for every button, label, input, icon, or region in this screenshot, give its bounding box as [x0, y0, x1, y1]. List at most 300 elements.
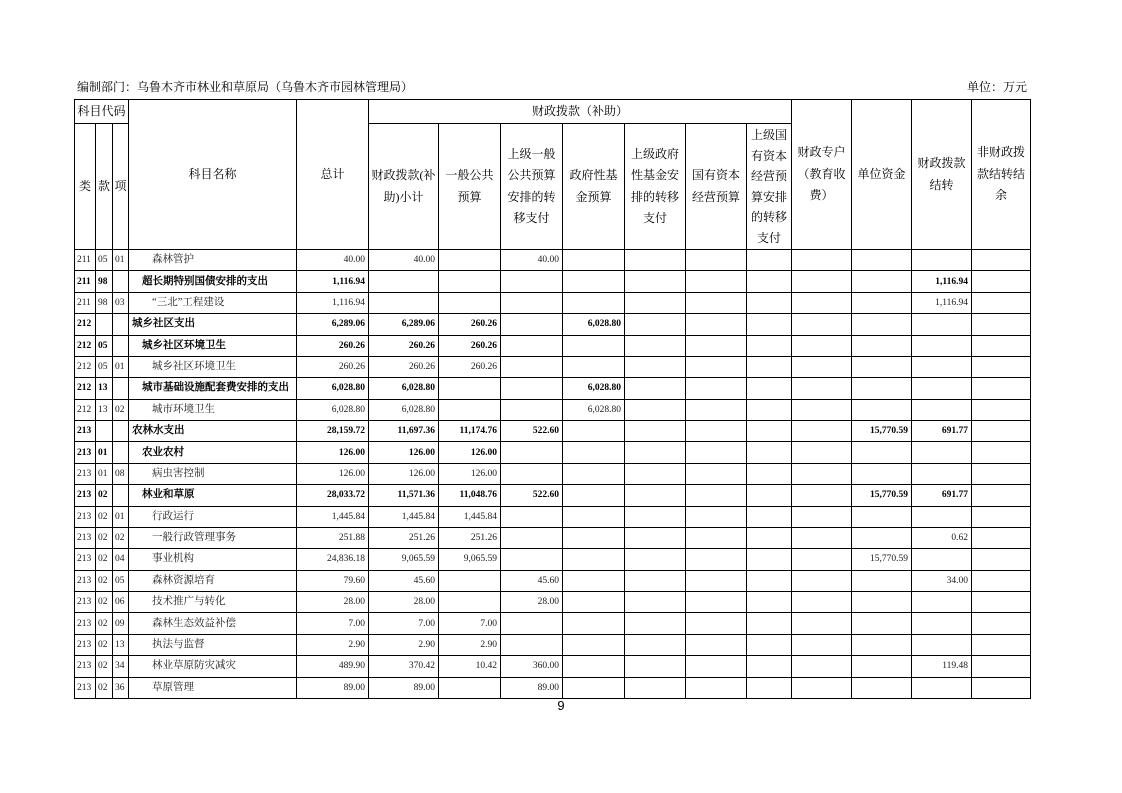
total-cell: 2.90: [297, 634, 369, 655]
general-public-budget-cell: 10.42: [439, 656, 501, 677]
fiscal-carryover-cell: [912, 442, 972, 463]
code-xiang-cell: 01: [113, 506, 129, 527]
superior-government-fund-transfer-cell: [625, 485, 686, 506]
table-row: [75, 399, 1031, 420]
superior-state-capital-transfer-cell: [747, 250, 792, 271]
government-fund-budget-cell: [563, 570, 625, 591]
special-account-cell: [792, 613, 852, 634]
table-row: [75, 485, 1031, 506]
code-kuan-cell: 02: [96, 527, 113, 548]
nonfiscal-carryover-cell: [972, 292, 1031, 313]
code-xiang-cell: 01: [113, 250, 129, 271]
superior-general-budget-transfer-cell: 40.00: [501, 250, 563, 271]
superior-general-budget-transfer-cell: [501, 335, 563, 356]
code-xiang-cell: [113, 421, 129, 442]
fiscal-subtotal-cell: 260.26: [369, 335, 439, 356]
government-fund-budget-cell: [563, 656, 625, 677]
unit-funds-cell: [852, 463, 912, 484]
code-kuan-cell: 13: [96, 399, 113, 420]
subject-name-cell: 林业和草原: [129, 485, 297, 506]
code-xiang-cell: [113, 271, 129, 292]
state-capital-budget-cell: [686, 592, 747, 613]
superior-government-fund-transfer-cell: [625, 356, 686, 377]
subject-name-cell: 森林资源培育: [129, 570, 297, 591]
code-xiang-cell: 01: [113, 356, 129, 377]
superior-general-budget-transfer-cell: 89.00: [501, 677, 563, 698]
total-cell: 6,289.06: [297, 314, 369, 335]
table-header: [75, 100, 1031, 250]
general-public-budget-cell: [439, 250, 501, 271]
special-account-cell: [792, 506, 852, 527]
total-cell: 251.88: [297, 527, 369, 548]
superior-general-budget-transfer-cell: [501, 506, 563, 527]
superior-general-budget-transfer-cell: 522.60: [501, 485, 563, 506]
superior-government-fund-transfer-cell: [625, 613, 686, 634]
special-account-cell: [792, 677, 852, 698]
state-capital-budget-cell: [686, 271, 747, 292]
code-lei-cell: 213: [75, 442, 96, 463]
code-lei-cell: 211: [75, 250, 96, 271]
government-fund-budget-cell: [563, 271, 625, 292]
superior-general-budget-transfer-cell: [501, 442, 563, 463]
code-kuan-cell: 02: [96, 613, 113, 634]
subject-name-cell: 草原管理: [129, 677, 297, 698]
nonfiscal-carryover-cell: [972, 506, 1031, 527]
subject-name-cell: 事业机构: [129, 549, 297, 570]
superior-general-budget-transfer-header: 上级一般 公共预算 安排的转 移支付: [501, 124, 563, 250]
government-fund-budget-cell: [563, 485, 625, 506]
code-kuan-cell: 02: [96, 506, 113, 527]
superior-government-fund-transfer-cell: [625, 335, 686, 356]
nonfiscal-carryover-cell: [972, 271, 1031, 292]
code-lei-cell: 212: [75, 378, 96, 399]
state-capital-budget-cell: [686, 549, 747, 570]
state-capital-budget-cell: [686, 463, 747, 484]
fiscal-carryover-cell: [912, 549, 972, 570]
superior-general-budget-transfer-cell: [501, 378, 563, 399]
superior-general-budget-transfer-cell: 28.00: [501, 592, 563, 613]
total-header: 总计: [297, 100, 369, 250]
state-capital-budget-cell: [686, 421, 747, 442]
code-xiang-cell: 34: [113, 656, 129, 677]
code-kuan-cell: 05: [96, 250, 113, 271]
general-public-budget-cell: 7.00: [439, 613, 501, 634]
nonfiscal-carryover-cell: [972, 314, 1031, 335]
superior-general-budget-transfer-cell: 45.60: [501, 570, 563, 591]
state-capital-budget-cell: [686, 314, 747, 335]
special-account-cell: [792, 570, 852, 591]
general-public-budget-cell: [439, 271, 501, 292]
code-xiang-cell: 09: [113, 613, 129, 634]
unit-funds-cell: [852, 634, 912, 655]
superior-government-fund-transfer-cell: [625, 250, 686, 271]
fiscal-appropriation-header: 财政拨款（补助）: [369, 100, 792, 124]
general-public-budget-cell: 126.00: [439, 442, 501, 463]
total-cell: 1,445.84: [297, 506, 369, 527]
total-cell: 28,033.72: [297, 485, 369, 506]
code-lei-cell: 213: [75, 592, 96, 613]
total-cell: 1,116.94: [297, 271, 369, 292]
government-fund-budget-cell: [563, 634, 625, 655]
state-capital-budget-cell: [686, 613, 747, 634]
general-public-budget-cell: 260.26: [439, 314, 501, 335]
superior-state-capital-transfer-cell: [747, 592, 792, 613]
superior-general-budget-transfer-cell: [501, 634, 563, 655]
unit-funds-cell: [852, 271, 912, 292]
superior-state-capital-transfer-cell: [747, 527, 792, 548]
code-kuan-cell: 98: [96, 292, 113, 313]
government-fund-budget-cell: [563, 356, 625, 377]
subject-name-cell: 城市环境卫生: [129, 399, 297, 420]
code-kuan-cell: 02: [96, 592, 113, 613]
fiscal-carryover-cell: 34.00: [912, 570, 972, 591]
unit-funds-cell: [852, 656, 912, 677]
government-fund-budget-cell: [563, 592, 625, 613]
state-capital-budget-cell: [686, 677, 747, 698]
code-xiang-cell: [113, 485, 129, 506]
superior-government-fund-transfer-cell: [625, 506, 686, 527]
superior-general-budget-transfer-cell: [501, 314, 563, 335]
fiscal-carryover-cell: [912, 463, 972, 484]
code-xiang-cell: 36: [113, 677, 129, 698]
subject-name-cell: 行政运行: [129, 506, 297, 527]
code-lei-cell: 213: [75, 485, 96, 506]
special-account-cell: [792, 634, 852, 655]
fiscal-subtotal-cell: 251.26: [369, 527, 439, 548]
superior-state-capital-transfer-cell: [747, 656, 792, 677]
budget-table: [74, 99, 1031, 699]
fiscal-carryover-cell: 1,116.94: [912, 292, 972, 313]
special-account-cell: [792, 314, 852, 335]
subject-name-cell: 林业草原防灾减灾: [129, 656, 297, 677]
fiscal-carryover-cell: [912, 399, 972, 420]
government-fund-budget-cell: 6,028.80: [563, 314, 625, 335]
code-xiang-cell: 02: [113, 399, 129, 420]
code-kuan-cell: 05: [96, 356, 113, 377]
nonfiscal-carryover-cell: [972, 250, 1031, 271]
superior-state-capital-transfer-cell: [747, 613, 792, 634]
state-capital-budget-cell: [686, 378, 747, 399]
fiscal-subtotal-cell: [369, 292, 439, 313]
table-row: [75, 634, 1031, 655]
superior-state-capital-transfer-cell: [747, 356, 792, 377]
superior-state-capital-transfer-cell: [747, 292, 792, 313]
subject-name-cell: 一般行政管理事务: [129, 527, 297, 548]
code-xiang-cell: [113, 442, 129, 463]
subject-name-cell: 执法与监督: [129, 634, 297, 655]
superior-state-capital-transfer-cell: [747, 442, 792, 463]
fiscal-subtotal-cell: 9,065.59: [369, 549, 439, 570]
subject-name-cell: 森林管护: [129, 250, 297, 271]
general-public-budget-cell: 9,065.59: [439, 549, 501, 570]
superior-general-budget-transfer-cell: 522.60: [501, 421, 563, 442]
government-fund-budget-cell: 6,028.80: [563, 378, 625, 399]
superior-government-fund-transfer-cell: [625, 292, 686, 313]
government-fund-budget-cell: [563, 250, 625, 271]
superior-government-fund-transfer-cell: [625, 463, 686, 484]
table-body: [75, 250, 1031, 699]
fiscal-carryover-header: 财政拨款 结转: [912, 100, 972, 250]
total-cell: 28.00: [297, 592, 369, 613]
unit-funds-cell: [852, 335, 912, 356]
subject-name-cell: 城乡社区支出: [129, 314, 297, 335]
nonfiscal-carryover-cell: [972, 356, 1031, 377]
superior-state-capital-transfer-cell: [747, 271, 792, 292]
nonfiscal-carryover-cell: [972, 570, 1031, 591]
superior-state-capital-transfer-cell: [747, 549, 792, 570]
code-kuan-cell: 02: [96, 634, 113, 655]
subject-name-cell: 农林水支出: [129, 421, 297, 442]
state-capital-budget-cell: [686, 356, 747, 377]
subject-name-cell: “三北”工程建设: [129, 292, 297, 313]
superior-government-fund-transfer-cell: [625, 592, 686, 613]
table-row: [75, 421, 1031, 442]
special-account-cell: [792, 442, 852, 463]
table-row: [75, 378, 1031, 399]
code-kuan-cell: 02: [96, 570, 113, 591]
fiscal-carryover-cell: 691.77: [912, 421, 972, 442]
special-account-cell: [792, 378, 852, 399]
special-account-cell: [792, 485, 852, 506]
special-account-cell: [792, 356, 852, 377]
code-xiang-cell: 13: [113, 634, 129, 655]
department-label: 编制部门：乌鲁木齐市林业和草原局（乌鲁木齐市园林管理局）: [77, 80, 414, 94]
code-lei-cell: 212: [75, 335, 96, 356]
government-fund-budget-cell: 6,028.80: [563, 399, 625, 420]
fiscal-subtotal-cell: 89.00: [369, 677, 439, 698]
subject-code-header: 科目代码: [75, 100, 129, 124]
superior-general-budget-transfer-cell: [501, 463, 563, 484]
code-lei-cell: 211: [75, 271, 96, 292]
fiscal-carryover-cell: [912, 335, 972, 356]
table-row: [75, 677, 1031, 698]
general-public-budget-cell: [439, 677, 501, 698]
special-account-cell: [792, 399, 852, 420]
nonfiscal-carryover-header: 非财政拨 款结转结 余: [972, 100, 1031, 250]
government-fund-budget-cell: [563, 613, 625, 634]
table-row: [75, 442, 1031, 463]
total-cell: 260.26: [297, 335, 369, 356]
fiscal-carryover-cell: [912, 506, 972, 527]
government-fund-budget-cell: [563, 335, 625, 356]
nonfiscal-carryover-cell: [972, 463, 1031, 484]
nonfiscal-carryover-cell: [972, 677, 1031, 698]
subject-name-cell: 森林生态效益补偿: [129, 613, 297, 634]
special-account-cell: [792, 335, 852, 356]
state-capital-budget-cell: [686, 292, 747, 313]
kuan-header: 款: [96, 124, 113, 250]
unit-funds-cell: 15,770.59: [852, 421, 912, 442]
unit-funds-cell: [852, 314, 912, 335]
nonfiscal-carryover-cell: [972, 399, 1031, 420]
code-kuan-cell: 02: [96, 549, 113, 570]
total-cell: 6,028.80: [297, 399, 369, 420]
fiscal-carryover-cell: [912, 677, 972, 698]
subject-name-header: 科目名称: [129, 100, 297, 250]
superior-general-budget-transfer-cell: [501, 527, 563, 548]
general-public-budget-cell: [439, 570, 501, 591]
nonfiscal-carryover-cell: [972, 527, 1031, 548]
header-row: [75, 100, 1031, 124]
state-capital-budget-cell: [686, 527, 747, 548]
superior-general-budget-transfer-cell: [501, 399, 563, 420]
code-kuan-cell: 01: [96, 442, 113, 463]
unit-funds-cell: [852, 592, 912, 613]
fiscal-carryover-cell: [912, 592, 972, 613]
unit-funds-cell: [852, 570, 912, 591]
general-public-budget-cell: [439, 399, 501, 420]
total-cell: 489.90: [297, 656, 369, 677]
total-cell: 126.00: [297, 463, 369, 484]
superior-state-capital-transfer-cell: [747, 485, 792, 506]
special-account-cell: [792, 292, 852, 313]
fiscal-carryover-cell: [912, 378, 972, 399]
total-cell: 126.00: [297, 442, 369, 463]
special-account-cell: [792, 527, 852, 548]
unit-funds-cell: [852, 356, 912, 377]
state-capital-budget-cell: [686, 656, 747, 677]
total-cell: 24,836.18: [297, 549, 369, 570]
general-public-budget-cell: 1,445.84: [439, 506, 501, 527]
fiscal-subtotal-cell: 260.26: [369, 356, 439, 377]
code-lei-cell: 213: [75, 634, 96, 655]
special-account-cell: [792, 421, 852, 442]
code-lei-cell: 213: [75, 613, 96, 634]
fiscal-subtotal-cell: 40.00: [369, 250, 439, 271]
fiscal-subtotal-cell: 1,445.84: [369, 506, 439, 527]
superior-general-budget-transfer-cell: [501, 356, 563, 377]
general-public-budget-cell: 126.00: [439, 463, 501, 484]
government-fund-budget-cell: [563, 463, 625, 484]
government-fund-budget-cell: [563, 421, 625, 442]
table-row: [75, 527, 1031, 548]
fiscal-subtotal-cell: [369, 271, 439, 292]
unit-funds-cell: [852, 399, 912, 420]
special-account-cell: [792, 549, 852, 570]
fiscal-carryover-cell: [912, 356, 972, 377]
superior-state-capital-transfer-cell: [747, 421, 792, 442]
unit-funds-cell: [852, 613, 912, 634]
superior-general-budget-transfer-cell: 360.00: [501, 656, 563, 677]
subject-name-cell: 病虫害控制: [129, 463, 297, 484]
superior-government-fund-transfer-header: 上级政府 性基金安 排的转移 支付: [625, 124, 686, 250]
general-public-budget-header: 一般公共 预算: [439, 124, 501, 250]
total-cell: 1,116.94: [297, 292, 369, 313]
unit-funds-cell: [852, 442, 912, 463]
superior-state-capital-transfer-cell: [747, 378, 792, 399]
nonfiscal-carryover-cell: [972, 421, 1031, 442]
code-xiang-cell: 05: [113, 570, 129, 591]
fiscal-carryover-cell: [912, 613, 972, 634]
unit-funds-cell: [852, 378, 912, 399]
special-account-header: 财政专户 （教育收 费）: [792, 100, 852, 250]
general-public-budget-cell: 251.26: [439, 527, 501, 548]
xiang-header: 项: [113, 124, 129, 250]
code-lei-cell: 211: [75, 292, 96, 313]
superior-government-fund-transfer-cell: [625, 527, 686, 548]
fiscal-subtotal-cell: 7.00: [369, 613, 439, 634]
special-account-cell: [792, 271, 852, 292]
special-account-cell: [792, 656, 852, 677]
table-row: [75, 463, 1031, 484]
table-row: [75, 549, 1031, 570]
government-fund-budget-cell: [563, 677, 625, 698]
subject-name-cell: 城乡社区环境卫生: [129, 335, 297, 356]
superior-government-fund-transfer-cell: [625, 421, 686, 442]
government-fund-budget-cell: [563, 292, 625, 313]
fiscal-subtotal-cell: 28.00: [369, 592, 439, 613]
nonfiscal-carryover-cell: [972, 592, 1031, 613]
fiscal-carryover-cell: 691.77: [912, 485, 972, 506]
state-capital-budget-cell: [686, 506, 747, 527]
fiscal-carryover-cell: [912, 634, 972, 655]
fiscal-subtotal-cell: 126.00: [369, 463, 439, 484]
nonfiscal-carryover-cell: [972, 485, 1031, 506]
nonfiscal-carryover-cell: [972, 442, 1031, 463]
state-capital-budget-cell: [686, 485, 747, 506]
unit-funds-cell: [852, 250, 912, 271]
general-public-budget-cell: 260.26: [439, 356, 501, 377]
fiscal-subtotal-cell: 6,028.80: [369, 399, 439, 420]
page-number: 9: [557, 698, 565, 713]
fiscal-subtotal-cell: 11,697.36: [369, 421, 439, 442]
special-account-cell: [792, 592, 852, 613]
state-capital-budget-cell: [686, 442, 747, 463]
code-kuan-cell: 02: [96, 677, 113, 698]
general-public-budget-cell: [439, 292, 501, 313]
code-kuan-cell: 02: [96, 485, 113, 506]
lei-header: 类: [75, 124, 96, 250]
state-capital-budget-cell: [686, 335, 747, 356]
nonfiscal-carryover-cell: [972, 656, 1031, 677]
government-fund-budget-header: 政府性基 金预算: [563, 124, 625, 250]
subject-name-cell: 城乡社区环境卫生: [129, 356, 297, 377]
general-public-budget-cell: 11,048.76: [439, 485, 501, 506]
table-row: [75, 250, 1031, 271]
code-xiang-cell: 03: [113, 292, 129, 313]
code-xiang-cell: 06: [113, 592, 129, 613]
superior-government-fund-transfer-cell: [625, 570, 686, 591]
superior-government-fund-transfer-cell: [625, 378, 686, 399]
code-kuan-cell: 02: [96, 656, 113, 677]
fiscal-carryover-cell: 0.62: [912, 527, 972, 548]
table-row: [75, 356, 1031, 377]
fiscal-carryover-cell: 1,116.94: [912, 271, 972, 292]
table-row: [75, 271, 1031, 292]
code-lei-cell: 212: [75, 356, 96, 377]
code-lei-cell: 213: [75, 656, 96, 677]
superior-government-fund-transfer-cell: [625, 314, 686, 335]
unit-funds-cell: 15,770.59: [852, 549, 912, 570]
nonfiscal-carryover-cell: [972, 634, 1031, 655]
special-account-cell: [792, 250, 852, 271]
code-kuan-cell: [96, 421, 113, 442]
total-cell: 28,159.72: [297, 421, 369, 442]
unit-funds-cell: [852, 506, 912, 527]
code-xiang-cell: 02: [113, 527, 129, 548]
superior-state-capital-transfer-cell: [747, 634, 792, 655]
table-row: [75, 506, 1031, 527]
subject-name-cell: 农业农村: [129, 442, 297, 463]
table-row: [75, 656, 1031, 677]
government-fund-budget-cell: [563, 527, 625, 548]
code-lei-cell: 212: [75, 314, 96, 335]
code-lei-cell: 213: [75, 527, 96, 548]
superior-state-capital-transfer-cell: [747, 399, 792, 420]
code-xiang-cell: [113, 335, 129, 356]
code-kuan-cell: [96, 314, 113, 335]
unit-funds-cell: [852, 677, 912, 698]
